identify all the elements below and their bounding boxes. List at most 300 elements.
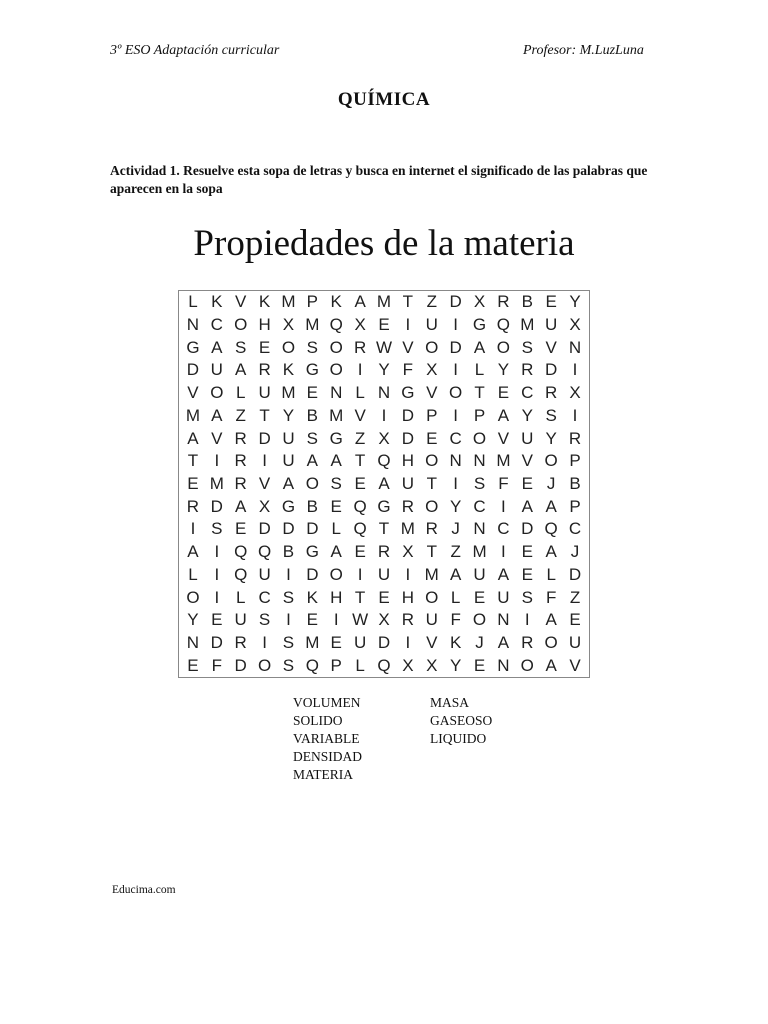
grid-letter: O — [496, 337, 511, 357]
grid-letter: D — [234, 655, 247, 675]
grid-letter: E — [187, 655, 199, 675]
grid-letter: U — [568, 632, 582, 652]
grid-letter: Q — [329, 315, 343, 335]
grid-letter: Y — [449, 655, 462, 675]
grid-letter: O — [186, 587, 200, 607]
grid-letter: M — [424, 564, 439, 584]
grid-letter: U — [545, 315, 558, 335]
grid-letter: S — [306, 428, 319, 448]
grid-letter: G — [472, 315, 487, 335]
word-list-right — [430, 694, 492, 748]
grid-letter: T — [378, 519, 390, 539]
grid-letter: Y — [187, 610, 199, 630]
grid-letter: E — [378, 315, 390, 335]
grid-letter: U — [258, 564, 271, 584]
grid-letter: C — [449, 428, 462, 448]
grid-letter: I — [572, 405, 578, 425]
grid-letter: A — [211, 405, 223, 425]
grid-letter: V — [426, 383, 438, 403]
grid-letter: P — [426, 405, 438, 425]
grid-letter: T — [402, 292, 414, 312]
grid-letter: N — [497, 610, 510, 630]
grid-letter: J — [475, 632, 484, 652]
grid-letter: V — [235, 292, 247, 312]
grid-letter: A — [378, 473, 390, 493]
grid-letter: G — [329, 428, 343, 448]
grid-letter: S — [521, 587, 533, 607]
grid-letter: I — [357, 360, 363, 380]
grid-letter: C — [521, 383, 534, 403]
grid-letter: Q — [234, 542, 248, 562]
grid-letter: E — [545, 292, 557, 312]
word-list-item: GASEOSO — [430, 713, 493, 728]
grid-letter: R — [568, 428, 582, 448]
grid-letter: A — [473, 337, 486, 357]
grid-letter: Q — [544, 519, 558, 539]
grid-letter: Y — [282, 405, 295, 425]
grid-letter: Z — [354, 428, 366, 448]
grid-letter: J — [546, 473, 556, 493]
grid-letter: C — [258, 587, 271, 607]
grid-letter: N — [473, 451, 486, 471]
word-list-item: DENSIDAD — [293, 749, 362, 764]
grid-letter: H — [258, 315, 271, 335]
grid-letter: M — [185, 405, 201, 425]
word-list-item: MATERIA — [293, 767, 353, 782]
grid-letter: A — [545, 542, 557, 562]
grid-letter: C — [473, 496, 486, 516]
grid-letter: U — [353, 632, 367, 652]
grid-letter: U — [521, 428, 534, 448]
grid-letter: A — [306, 451, 319, 471]
word-list-left — [293, 694, 362, 784]
grid-letter: I — [572, 360, 578, 380]
grid-letter: S — [330, 473, 342, 493]
grid-letter: W — [352, 610, 369, 630]
grid-letter: N — [186, 315, 200, 335]
puzzle-title: Propiedades de la materia — [193, 223, 575, 264]
grid-letter: V — [354, 405, 366, 425]
grid-letter: C — [568, 519, 582, 539]
word-list-item: VOLUMEN — [293, 695, 361, 710]
grid-letter: D — [449, 292, 462, 312]
grid-letter: R — [401, 496, 415, 516]
grid-letter: K — [258, 292, 271, 312]
grid-letter: A — [521, 496, 533, 516]
grid-letter: B — [521, 292, 533, 312]
grid-letter: U — [234, 610, 247, 630]
grid-letter: M — [520, 315, 535, 335]
grid-letter: C — [497, 519, 510, 539]
grid-letter: G — [186, 337, 200, 357]
grid-letter: I — [190, 519, 196, 539]
grid-letter: L — [474, 360, 485, 380]
grid-letter: R — [234, 473, 247, 493]
grid-letter: M — [305, 315, 320, 335]
grid-letter: D — [306, 564, 319, 584]
grid-letter: L — [355, 655, 365, 675]
grid-letter: A — [497, 405, 510, 425]
grid-letter: R — [234, 428, 247, 448]
grid-letter: Y — [497, 360, 510, 380]
grid-letter: Q — [377, 655, 391, 675]
grid-letter: A — [545, 610, 557, 630]
grid-letter: O — [210, 383, 224, 403]
grid-letter: X — [402, 542, 414, 562]
grid-letter: I — [453, 315, 458, 335]
grid-letter: Q — [353, 519, 367, 539]
grid-letter: X — [569, 383, 581, 403]
grid-letter: D — [210, 632, 223, 652]
grid-letter: G — [401, 383, 415, 403]
grid-letter: Y — [449, 496, 462, 516]
grid-letter: O — [425, 587, 439, 607]
grid-letter: O — [544, 632, 558, 652]
grid-letter: D — [306, 519, 319, 539]
grid-letter: G — [377, 496, 391, 516]
grid-letter: H — [401, 451, 415, 471]
grid-letter: M — [329, 405, 344, 425]
grid-letter: Z — [569, 587, 581, 607]
grid-letter: I — [286, 564, 291, 584]
grid-letter: H — [401, 587, 415, 607]
grid-letter: R — [377, 542, 391, 562]
grid-letter: D — [401, 405, 415, 425]
grid-letter: E — [521, 564, 533, 584]
grid-letter: G — [281, 496, 296, 516]
grid-letter: D — [449, 337, 462, 357]
grid-letter: E — [497, 383, 510, 403]
grid-letter: D — [568, 564, 582, 584]
grid-letter: T — [354, 587, 366, 607]
grid-letter: R — [401, 610, 415, 630]
grid-letter: E — [187, 473, 199, 493]
grid-letter: S — [282, 632, 295, 652]
grid-letter: B — [306, 405, 319, 425]
grid-letter: V — [521, 451, 533, 471]
grid-letter: R — [353, 337, 367, 357]
grid-letter: R — [521, 360, 534, 380]
grid-letter: A — [187, 428, 199, 448]
grid-letter: S — [521, 337, 533, 357]
grid-letter: S — [258, 610, 271, 630]
grid-letter: A — [211, 337, 223, 357]
grid-letter: I — [501, 496, 506, 516]
page-title: QUÍMICA — [337, 89, 431, 110]
grid-letter: X — [354, 315, 366, 335]
grid-letter: S — [306, 337, 319, 357]
grid-letter: V — [545, 337, 557, 357]
grid-letter: A — [235, 496, 247, 516]
grid-letter: G — [305, 542, 319, 562]
grid-letter: P — [330, 655, 342, 675]
grid-letter: Z — [450, 542, 461, 562]
grid-letter: U — [377, 564, 391, 584]
grid-letter: P — [569, 451, 581, 471]
word-list-item: MASA — [430, 695, 470, 710]
grid-letter: H — [330, 587, 343, 607]
grid-letter: M — [376, 292, 392, 312]
grid-letter: E — [354, 473, 366, 493]
grid-letter: N — [473, 519, 486, 539]
grid-letter: W — [375, 337, 393, 357]
grid-letter: V — [187, 383, 199, 403]
grid-letter: U — [425, 315, 438, 335]
grid-letter: V — [258, 473, 271, 493]
grid-letter: N — [330, 383, 343, 403]
grid-letter: S — [473, 473, 486, 493]
word-list-item: LIQUIDO — [430, 731, 487, 746]
grid-letter: T — [426, 473, 437, 493]
grid-letter: V — [497, 428, 510, 448]
grid-letter: Q — [353, 496, 367, 516]
grid-letter: F — [211, 655, 222, 675]
grid-letter: M — [496, 451, 511, 471]
grid-letter: L — [188, 564, 198, 584]
grid-letter: L — [450, 587, 461, 607]
grid-letter: E — [521, 473, 533, 493]
grid-letter: M — [281, 292, 296, 312]
grid-letter: R — [545, 383, 558, 403]
grid-letter: Q — [496, 315, 511, 335]
grid-letter: L — [235, 383, 246, 403]
grid-letter: A — [330, 542, 342, 562]
grid-letter: V — [426, 632, 438, 652]
grid-letter: T — [187, 451, 199, 471]
grid-letter: X — [378, 610, 390, 630]
grid-letter: X — [378, 428, 390, 448]
grid-letter: Q — [305, 655, 319, 675]
grid-letter: R — [258, 360, 271, 380]
grid-letter: L — [188, 292, 198, 312]
grid-letter: K — [449, 632, 462, 652]
grid-letter: X — [282, 315, 295, 335]
grid-letter: S — [545, 405, 557, 425]
grid-letter: Y — [378, 360, 390, 380]
grid-letter: V — [569, 655, 581, 675]
grid-letter: M — [305, 632, 320, 652]
grid-letter: Q — [234, 564, 248, 584]
grid-letter: D — [186, 360, 200, 380]
grid-letter: X — [426, 360, 438, 380]
grid-letter: F — [402, 360, 414, 380]
grid-letter: O — [257, 655, 272, 675]
grid-letter: I — [453, 473, 458, 493]
grid-letter: I — [357, 564, 363, 584]
grid-letter: E — [306, 610, 319, 630]
grid-letter: E — [473, 587, 486, 607]
grid-letter: N — [186, 632, 200, 652]
grid-letter: E — [211, 610, 223, 630]
grid-letter: E — [330, 632, 342, 652]
grid-letter: J — [451, 519, 460, 539]
grid-letter: S — [235, 337, 247, 357]
grid-letter: O — [425, 451, 439, 471]
grid-letter: X — [473, 292, 486, 312]
word-search-grid — [178, 290, 590, 678]
grid-letter: T — [474, 383, 485, 403]
grid-letter: E — [521, 542, 533, 562]
grid-letter: Z — [235, 405, 246, 425]
grid-letter: U — [210, 360, 223, 380]
grid-letter: F — [545, 587, 557, 607]
grid-letter: K — [330, 292, 342, 312]
grid-letter: L — [546, 564, 556, 584]
grid-letter: O — [472, 610, 487, 630]
grid-letter: D — [521, 519, 534, 539]
grid-letter: Z — [426, 292, 437, 312]
grid-letter: U — [258, 383, 271, 403]
grid-letter: U — [282, 451, 295, 471]
grid-letter: V — [211, 428, 223, 448]
grid-letter: D — [401, 428, 415, 448]
grid-letter: O — [234, 315, 248, 335]
grid-letter: P — [473, 405, 486, 425]
grid-letter: A — [497, 564, 510, 584]
grid-letter: T — [354, 451, 366, 471]
grid-letter: T — [259, 405, 270, 425]
header-teacher: Profesor: M.LuzLuna — [523, 43, 644, 58]
header-course: 3º ESO Adaptación curricular — [110, 43, 280, 58]
grid-letter: I — [333, 610, 339, 630]
word-list-item: VARIABLE — [293, 731, 360, 746]
grid-letter: D — [545, 360, 558, 380]
grid-letter: I — [405, 632, 411, 652]
grid-letter: M — [281, 383, 296, 403]
grid-letter: D — [282, 519, 295, 539]
grid-letter: Y — [569, 292, 581, 312]
grid-letter: R — [425, 519, 438, 539]
grid-letter: I — [262, 451, 267, 471]
grid-letter: E — [306, 383, 319, 403]
grid-letter: I — [262, 632, 267, 652]
grid-letter: B — [306, 496, 319, 516]
grid-letter: P — [306, 292, 319, 312]
grid-letter: X — [402, 655, 414, 675]
grid-letter: O — [425, 337, 439, 357]
grid-letter: S — [211, 519, 223, 539]
grid-letter: U — [401, 473, 415, 493]
grid-letter: I — [501, 542, 506, 562]
grid-letter: U — [473, 564, 486, 584]
grid-letter: Y — [521, 405, 533, 425]
grid-letter: B — [569, 473, 581, 493]
grid-letter: M — [400, 519, 415, 539]
grid-letter: I — [214, 564, 220, 584]
grid-letter: V — [402, 337, 414, 357]
grid-letter: A — [545, 496, 557, 516]
grid-letter: B — [282, 542, 295, 562]
grid-letter: K — [211, 292, 223, 312]
grid-letter: F — [498, 473, 509, 493]
grid-letter: O — [520, 655, 534, 675]
grid-letter: F — [450, 610, 461, 630]
grid-letter: A — [235, 360, 247, 380]
grid-letter: E — [258, 337, 271, 357]
grid-letter: D — [377, 632, 391, 652]
grid-letter: A — [449, 564, 462, 584]
grid-letter: C — [210, 315, 223, 335]
grid-letter: Y — [545, 428, 557, 448]
grid-letter: N — [568, 337, 582, 357]
grid-letter: A — [497, 632, 510, 652]
grid-letter: I — [405, 564, 411, 584]
grid-letter: S — [282, 655, 295, 675]
grid-letter: R — [521, 632, 534, 652]
grid-letter: E — [426, 428, 438, 448]
grid-letter: O — [281, 337, 296, 357]
grid-letter: X — [569, 315, 581, 335]
grid-letter: E — [235, 519, 247, 539]
grid-letter: K — [282, 360, 295, 380]
grid-letter: N — [497, 655, 510, 675]
grid-letter: U — [425, 610, 438, 630]
grid-letter: I — [524, 610, 530, 630]
grid-letter: D — [258, 428, 271, 448]
grid-letter: L — [355, 383, 365, 403]
grid-letter: D — [258, 519, 271, 539]
grid-letter: E — [378, 587, 390, 607]
grid-letter: A — [187, 542, 199, 562]
grid-letter: O — [329, 564, 343, 584]
grid-letter: O — [425, 496, 439, 516]
word-list-item: SOLIDO — [293, 713, 343, 728]
grid-letter: O — [329, 360, 343, 380]
grid-letter: K — [306, 587, 319, 607]
grid-letter: N — [449, 451, 462, 471]
grid-letter: G — [305, 360, 319, 380]
grid-letter: E — [473, 655, 486, 675]
grid-letter: O — [544, 451, 558, 471]
footer-source: Educima.com — [112, 884, 176, 896]
grid-letter: X — [258, 496, 271, 516]
grid-letter: A — [330, 451, 342, 471]
grid-letter: I — [405, 315, 411, 335]
grid-letter: Q — [377, 451, 391, 471]
grid-letter: L — [331, 519, 341, 539]
grid-letter: O — [449, 383, 463, 403]
grid-letter: I — [214, 587, 220, 607]
grid-letter: L — [235, 587, 246, 607]
grid-letter: M — [209, 473, 224, 493]
grid-letter: U — [497, 587, 510, 607]
grid-letter: R — [234, 632, 247, 652]
grid-letter: I — [286, 610, 291, 630]
grid-letter: Q — [257, 542, 272, 562]
grid-letter: S — [282, 587, 295, 607]
grid-letter: J — [570, 542, 580, 562]
grid-letter: E — [354, 542, 366, 562]
grid-letter: I — [453, 405, 458, 425]
grid-letter: P — [569, 496, 581, 516]
grid-letter: U — [282, 428, 295, 448]
grid-letter: R — [234, 451, 247, 471]
grid-letter: A — [282, 473, 295, 493]
grid-letter: R — [497, 292, 510, 312]
grid-letter: O — [329, 337, 343, 357]
grid-letter: T — [426, 542, 437, 562]
grid-letter: O — [305, 473, 319, 493]
grid-letter: N — [377, 383, 391, 403]
grid-letter: I — [381, 405, 387, 425]
grid-letter: O — [472, 428, 487, 448]
grid-letter: A — [354, 292, 366, 312]
grid-letter: R — [186, 496, 200, 516]
grid-letter: X — [426, 655, 438, 675]
grid-letter: M — [472, 542, 487, 562]
grid-letter: D — [210, 496, 223, 516]
grid-letter: E — [569, 610, 581, 630]
